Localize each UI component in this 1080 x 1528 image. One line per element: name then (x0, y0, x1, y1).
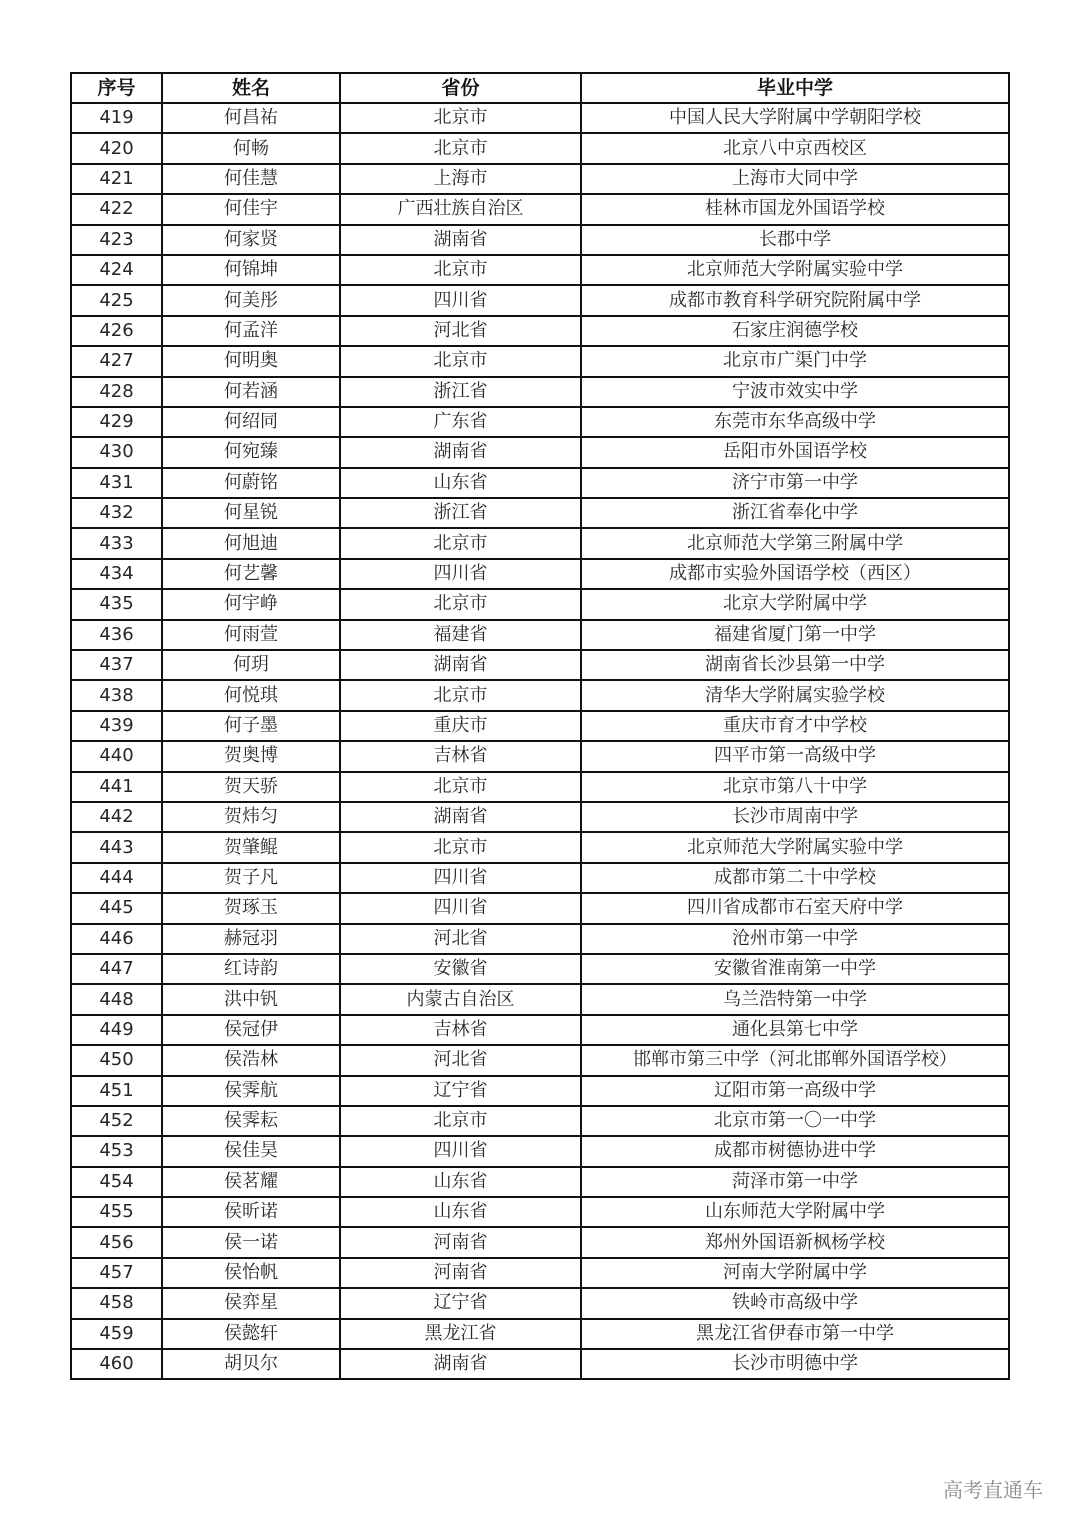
cell-school: 北京师范大学第三附属中学 (581, 528, 1009, 558)
table-row (71, 893, 1009, 923)
cell-school: 乌兰浩特第一中学 (581, 984, 1009, 1014)
table-row (71, 346, 1009, 376)
cell-province: 四川省 (340, 863, 581, 893)
table-row (71, 407, 1009, 437)
cell-index: 423 (71, 225, 162, 255)
table-row (71, 528, 1009, 558)
cell-school: 成都市实验外国语学校（西区） (581, 559, 1009, 589)
cell-school: 北京市第一〇一中学 (581, 1106, 1009, 1136)
cell-index: 422 (71, 194, 162, 224)
cell-school: 郑州外国语新枫杨学校 (581, 1227, 1009, 1257)
cell-index: 446 (71, 924, 162, 954)
cell-school: 成都市树德协进中学 (581, 1136, 1009, 1166)
cell-province: 湖南省 (340, 802, 581, 832)
cell-name: 贺奥博 (162, 741, 340, 771)
cell-name: 何若涵 (162, 377, 340, 407)
table-row (71, 589, 1009, 619)
cell-index: 440 (71, 741, 162, 771)
cell-index: 460 (71, 1349, 162, 1379)
cell-name: 侯昕诺 (162, 1197, 340, 1227)
cell-name: 红诗韵 (162, 954, 340, 984)
cell-name: 何锦坤 (162, 255, 340, 285)
cell-province: 河北省 (340, 1045, 581, 1075)
cell-province: 湖南省 (340, 225, 581, 255)
cell-name: 胡贝尔 (162, 1349, 340, 1379)
table-row (71, 255, 1009, 285)
cell-school: 北京师范大学附属实验中学 (581, 832, 1009, 862)
cell-province: 安徽省 (340, 954, 581, 984)
cell-province: 北京市 (340, 680, 581, 710)
cell-name: 何悦琪 (162, 680, 340, 710)
cell-province: 湖南省 (340, 437, 581, 467)
table-row (71, 924, 1009, 954)
table-row (71, 1106, 1009, 1136)
cell-index: 419 (71, 103, 162, 133)
cell-index: 448 (71, 984, 162, 1014)
table-row (71, 1045, 1009, 1075)
cell-school: 重庆市育才中学校 (581, 711, 1009, 741)
table-row (71, 1015, 1009, 1045)
table-row (71, 1349, 1009, 1379)
cell-index: 429 (71, 407, 162, 437)
table-row (71, 772, 1009, 802)
cell-name: 侯一诺 (162, 1227, 340, 1257)
cell-name: 何绍同 (162, 407, 340, 437)
table-row (71, 225, 1009, 255)
cell-name: 何艺馨 (162, 559, 340, 589)
cell-index: 449 (71, 1015, 162, 1045)
cell-index: 433 (71, 528, 162, 558)
header-province: 省份 (340, 73, 581, 103)
cell-index: 436 (71, 620, 162, 650)
cell-province: 北京市 (340, 255, 581, 285)
cell-school: 长沙市明德中学 (581, 1349, 1009, 1379)
cell-school: 北京师范大学附属实验中学 (581, 255, 1009, 285)
cell-school: 安徽省淮南第一中学 (581, 954, 1009, 984)
cell-name: 侯霁航 (162, 1076, 340, 1106)
cell-index: 434 (71, 559, 162, 589)
cell-name: 何蔚铭 (162, 468, 340, 498)
cell-index: 445 (71, 893, 162, 923)
cell-province: 四川省 (340, 1136, 581, 1166)
cell-name: 何美彤 (162, 285, 340, 315)
cell-index: 457 (71, 1258, 162, 1288)
cell-name: 侯浩林 (162, 1045, 340, 1075)
cell-province: 北京市 (340, 103, 581, 133)
cell-province: 山东省 (340, 1197, 581, 1227)
cell-province: 河南省 (340, 1258, 581, 1288)
cell-school: 岳阳市外国语学校 (581, 437, 1009, 467)
cell-province: 黑龙江省 (340, 1319, 581, 1349)
cell-province: 湖南省 (340, 1349, 581, 1379)
header-row (71, 73, 1009, 103)
cell-index: 426 (71, 316, 162, 346)
cell-province: 上海市 (340, 164, 581, 194)
cell-index: 452 (71, 1106, 162, 1136)
cell-school: 桂林市国龙外国语学校 (581, 194, 1009, 224)
table-row (71, 285, 1009, 315)
cell-province: 四川省 (340, 893, 581, 923)
cell-school: 北京大学附属中学 (581, 589, 1009, 619)
cell-index: 441 (71, 772, 162, 802)
cell-index: 421 (71, 164, 162, 194)
cell-province: 内蒙古自治区 (340, 984, 581, 1014)
cell-school: 石家庄润德学校 (581, 316, 1009, 346)
header-name: 姓名 (162, 73, 340, 103)
cell-name: 何子墨 (162, 711, 340, 741)
cell-province: 山东省 (340, 468, 581, 498)
cell-school: 北京市广渠门中学 (581, 346, 1009, 376)
cell-name: 赫冠羽 (162, 924, 340, 954)
table-row (71, 498, 1009, 528)
cell-name: 何畅 (162, 133, 340, 163)
table-row (71, 984, 1009, 1014)
cell-province: 吉林省 (340, 741, 581, 771)
cell-name: 侯冠伊 (162, 1015, 340, 1045)
cell-province: 湖南省 (340, 650, 581, 680)
table-row (71, 650, 1009, 680)
cell-index: 428 (71, 377, 162, 407)
table-row (71, 133, 1009, 163)
cell-index: 438 (71, 680, 162, 710)
cell-school: 邯郸市第三中学（河北邯郸外国语学校） (581, 1045, 1009, 1075)
cell-province: 浙江省 (340, 377, 581, 407)
cell-index: 454 (71, 1167, 162, 1197)
cell-school: 清华大学附属实验学校 (581, 680, 1009, 710)
table-row (71, 437, 1009, 467)
cell-province: 山东省 (340, 1167, 581, 1197)
table-row (71, 680, 1009, 710)
cell-school: 上海市大同中学 (581, 164, 1009, 194)
cell-name: 何家贤 (162, 225, 340, 255)
cell-school: 成都市第二十中学校 (581, 863, 1009, 893)
table-row (71, 1227, 1009, 1257)
cell-province: 四川省 (340, 559, 581, 589)
table-row (71, 711, 1009, 741)
table-row (71, 1136, 1009, 1166)
cell-name: 何宇峥 (162, 589, 340, 619)
cell-index: 450 (71, 1045, 162, 1075)
cell-index: 444 (71, 863, 162, 893)
cell-name: 侯佳昊 (162, 1136, 340, 1166)
cell-index: 437 (71, 650, 162, 680)
table-body (71, 103, 1009, 1379)
roster-table (70, 72, 1010, 1380)
cell-school: 菏泽市第一中学 (581, 1167, 1009, 1197)
cell-name: 何明奥 (162, 346, 340, 376)
cell-name: 何佳宇 (162, 194, 340, 224)
table-header (71, 73, 1009, 103)
cell-school: 通化县第七中学 (581, 1015, 1009, 1045)
cell-province: 广东省 (340, 407, 581, 437)
table-row (71, 1167, 1009, 1197)
cell-school: 四川省成都市石室天府中学 (581, 893, 1009, 923)
cell-school: 长郡中学 (581, 225, 1009, 255)
cell-province: 北京市 (340, 832, 581, 862)
table-row (71, 164, 1009, 194)
cell-name: 贺肇鲲 (162, 832, 340, 862)
table-row (71, 1076, 1009, 1106)
table-row (71, 377, 1009, 407)
table-row (71, 832, 1009, 862)
cell-province: 北京市 (340, 133, 581, 163)
cell-name: 侯茗耀 (162, 1167, 340, 1197)
cell-name: 何宛臻 (162, 437, 340, 467)
cell-index: 458 (71, 1288, 162, 1318)
cell-school: 浙江省奉化中学 (581, 498, 1009, 528)
cell-school: 河南大学附属中学 (581, 1258, 1009, 1288)
cell-index: 459 (71, 1319, 162, 1349)
cell-school: 成都市教育科学研究院附属中学 (581, 285, 1009, 315)
cell-index: 456 (71, 1227, 162, 1257)
cell-index: 447 (71, 954, 162, 984)
cell-province: 浙江省 (340, 498, 581, 528)
cell-province: 广西壮族自治区 (340, 194, 581, 224)
table-row (71, 802, 1009, 832)
cell-school: 宁波市效实中学 (581, 377, 1009, 407)
cell-index: 427 (71, 346, 162, 376)
cell-name: 何孟洋 (162, 316, 340, 346)
cell-name: 何玥 (162, 650, 340, 680)
cell-school: 济宁市第一中学 (581, 468, 1009, 498)
cell-province: 北京市 (340, 346, 581, 376)
cell-school: 福建省厦门第一中学 (581, 620, 1009, 650)
table-row (71, 1197, 1009, 1227)
cell-school: 黑龙江省伊春市第一中学 (581, 1319, 1009, 1349)
cell-province: 重庆市 (340, 711, 581, 741)
cell-index: 431 (71, 468, 162, 498)
cell-province: 四川省 (340, 285, 581, 315)
cell-name: 洪中钒 (162, 984, 340, 1014)
cell-name: 贺炜匀 (162, 802, 340, 832)
table-row (71, 1258, 1009, 1288)
cell-school: 长沙市周南中学 (581, 802, 1009, 832)
header-index: 序号 (71, 73, 162, 103)
cell-province: 吉林省 (340, 1015, 581, 1045)
cell-name: 贺天骄 (162, 772, 340, 802)
cell-name: 何星锐 (162, 498, 340, 528)
cell-name: 侯霁耘 (162, 1106, 340, 1136)
table-row (71, 620, 1009, 650)
table-row (71, 863, 1009, 893)
table-row (71, 194, 1009, 224)
cell-province: 福建省 (340, 620, 581, 650)
cell-index: 451 (71, 1076, 162, 1106)
table-row (71, 103, 1009, 133)
table-row (71, 741, 1009, 771)
cell-school: 中国人民大学附属中学朝阳学校 (581, 103, 1009, 133)
cell-name: 贺琢玉 (162, 893, 340, 923)
header-school: 毕业中学 (581, 73, 1009, 103)
cell-name: 侯怡帆 (162, 1258, 340, 1288)
cell-index: 430 (71, 437, 162, 467)
cell-index: 442 (71, 802, 162, 832)
cell-province: 辽宁省 (340, 1076, 581, 1106)
cell-province: 北京市 (340, 1106, 581, 1136)
watermark: 高考直通车 (943, 1478, 1043, 1502)
table-row (71, 1319, 1009, 1349)
cell-province: 北京市 (340, 528, 581, 558)
cell-school: 湖南省长沙县第一中学 (581, 650, 1009, 680)
cell-index: 455 (71, 1197, 162, 1227)
cell-index: 439 (71, 711, 162, 741)
cell-school: 沧州市第一中学 (581, 924, 1009, 954)
cell-name: 何雨萱 (162, 620, 340, 650)
cell-school: 北京市第八十中学 (581, 772, 1009, 802)
cell-province: 北京市 (340, 772, 581, 802)
cell-school: 辽阳市第一高级中学 (581, 1076, 1009, 1106)
cell-index: 443 (71, 832, 162, 862)
cell-school: 铁岭市高级中学 (581, 1288, 1009, 1318)
cell-name: 侯懿轩 (162, 1319, 340, 1349)
cell-name: 侯弈星 (162, 1288, 340, 1318)
table-row (71, 1288, 1009, 1318)
cell-province: 河北省 (340, 924, 581, 954)
cell-province: 河北省 (340, 316, 581, 346)
table-row (71, 559, 1009, 589)
table-row (71, 468, 1009, 498)
cell-name: 贺子凡 (162, 863, 340, 893)
cell-index: 420 (71, 133, 162, 163)
cell-school: 山东师范大学附属中学 (581, 1197, 1009, 1227)
cell-index: 432 (71, 498, 162, 528)
cell-name: 何昌祐 (162, 103, 340, 133)
cell-index: 425 (71, 285, 162, 315)
cell-school: 东莞市东华高级中学 (581, 407, 1009, 437)
cell-province: 河南省 (340, 1227, 581, 1257)
table-row (71, 316, 1009, 346)
cell-province: 北京市 (340, 589, 581, 619)
cell-name: 何佳慧 (162, 164, 340, 194)
cell-index: 435 (71, 589, 162, 619)
cell-school: 四平市第一高级中学 (581, 741, 1009, 771)
cell-index: 453 (71, 1136, 162, 1166)
table-row (71, 954, 1009, 984)
cell-school: 北京八中京西校区 (581, 133, 1009, 163)
cell-name: 何旭迪 (162, 528, 340, 558)
cell-province: 辽宁省 (340, 1288, 581, 1318)
cell-index: 424 (71, 255, 162, 285)
